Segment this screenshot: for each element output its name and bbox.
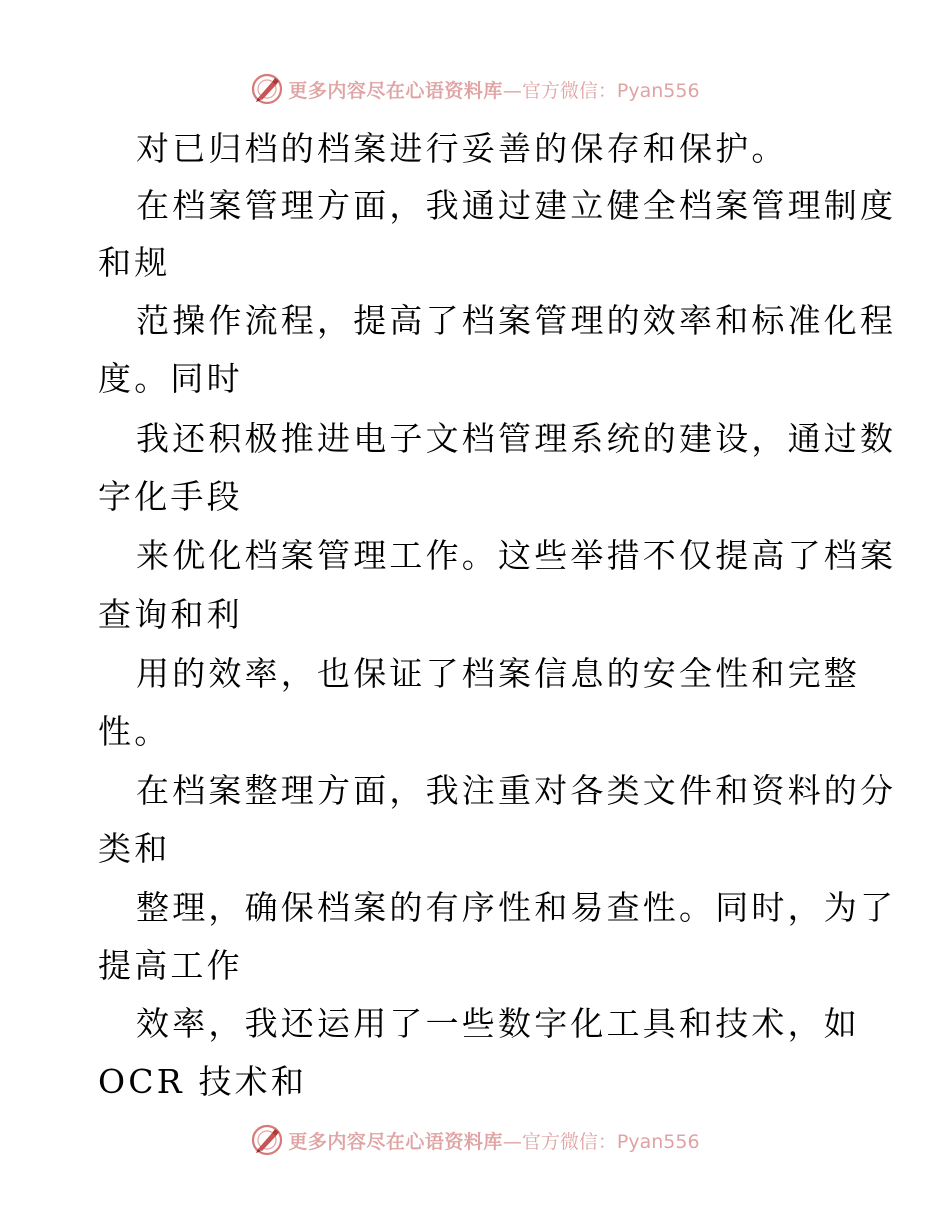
text-line: 类和 xyxy=(98,829,171,868)
watermark-main-text: 更多内容尽在心语资料库 xyxy=(288,1130,503,1153)
text-line: 在档案整理方面，我注重对各类文件和资料的分 xyxy=(136,771,897,810)
text-line: 用的效率，也保证了档案信息的安全性和完整 xyxy=(136,654,860,693)
footer-watermark xyxy=(0,1122,950,1158)
header-watermark xyxy=(0,71,950,107)
text-line: OCR 技术和 xyxy=(98,1062,308,1101)
text-line: 性。 xyxy=(98,712,171,751)
text-line: 度。同时 xyxy=(98,359,243,398)
text-line: 字化手段 xyxy=(98,477,243,516)
pen-logo-icon xyxy=(250,1123,284,1157)
text-line: 来优化档案管理工作。这些举措不仅提高了档案 xyxy=(136,536,897,575)
text-line: 范操作流程，提高了档案管理的效率和标准化程 xyxy=(136,301,897,340)
text-line: 效率，我还运用了一些数字化工具和技术，如 xyxy=(136,1004,860,1043)
text-line: 提高工作 xyxy=(98,946,243,985)
text-line: 整理，确保档案的有序性和易查性。同时，为了 xyxy=(136,888,897,927)
watermark-main-text: 更多内容尽在心语资料库 xyxy=(288,79,503,102)
text-line: 对已归档的档案进行妥善的保存和保护。 xyxy=(136,129,788,168)
pen-logo-icon xyxy=(250,72,284,106)
watermark-contact-text: —官方微信：Pyan556 xyxy=(502,1130,700,1153)
text-line: 查询和利 xyxy=(98,595,243,634)
text-line: 在档案管理方面，我通过建立健全档案管理制度 xyxy=(136,186,897,225)
text-line: 和规 xyxy=(98,243,171,282)
watermark-contact-text: —官方微信：Pyan556 xyxy=(502,79,700,102)
text-line: 我还积极推进电子文档管理系统的建设，通过数 xyxy=(136,419,897,458)
